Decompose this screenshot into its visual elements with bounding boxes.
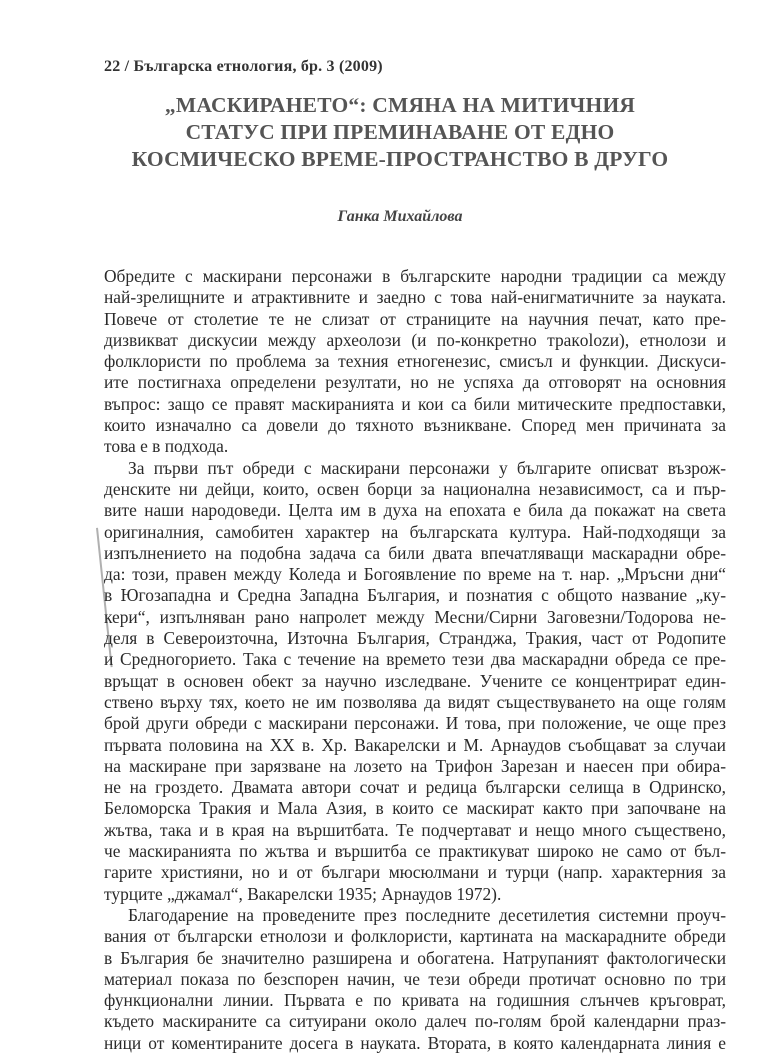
body-line: въпрос: защо се правят маскиранията и кои са били митическите предпоставки, — [104, 393, 726, 414]
body-line: ници от коментираните досега в науката. Втората, в която календарната линия е — [104, 1032, 726, 1053]
body-line: в Югозападна и Средна Западна България, и познатия с общото название „ку- — [104, 585, 726, 606]
body-line: материал показа по безспорен начин, че тези обреди протичат основно по три — [104, 968, 726, 989]
body-line: денските ни дейци, които, освен борци за национална независимост, са и пър- — [104, 478, 726, 499]
body-line: оригиналния, самобитен характер на българската култура. Най-подходящи за — [104, 521, 726, 542]
body-line: дизвикват дискусии между археолози (и по-конкретно тракolozи), етнолози и — [104, 329, 726, 350]
body-line: Обредите с маскирани персонажи в българските народни традиции са между — [104, 266, 726, 286]
body-line: ите постигнаха определени резултати, но не успяха да отговорят на основния — [104, 372, 726, 393]
body-line: турците „джамал“, Вакарелски 1935; Арнаудов 1972). — [104, 883, 502, 904]
body-line: брой други обреди с маскирани персонажи. И това, при положение, че още през — [104, 713, 726, 734]
body-line: вания от български етнолози и фолклористи, картината на маскарадните обреди — [104, 926, 726, 947]
body-line: това е в подхода. — [104, 436, 229, 457]
body-line: Беломорска Тракия и Мала Азия, в които се маскират както при започване на — [104, 798, 726, 819]
body-line: първата половина на XX в. Хр. Вакарелски и М. Арнаудов съобщават за случаи — [104, 734, 726, 755]
title-line: „МАСКИРАНЕТО“: СМЯНА НА МИТИЧНИЯ — [164, 93, 636, 117]
title-line: СТАТУС ПРИ ПРЕМИНАВАНЕ ОТ ЕДНО — [185, 120, 615, 144]
body-line: и Средногорието. Така с течение на времето тези два маскарадни обреда се пре- — [104, 649, 726, 670]
body-line: връщат в основен обект за научно изследване. Учените се концентрират един- — [104, 670, 726, 691]
running-header: 22 / Българска етнология, бр. 3 (2009) — [104, 58, 383, 75]
body-line: където маскираните са ситуирани около далеч по-голям брой календарни праз- — [104, 1011, 726, 1032]
body-line: да: този, правен между Коледа и Богоявление по време на т. нар. „Мръсни дни“ — [104, 564, 726, 585]
body-line: деля в Североизточна, Източна България, Странджа, Тракия, част от Родопите — [104, 628, 726, 649]
body-line: вите наши народоведи. Целта им в духа на епохата е била да покажат на света — [104, 500, 726, 521]
article-body — [104, 266, 726, 1054]
body-line: ствено върху тях, което не им позволява да видят съществуването на още голям — [104, 691, 726, 712]
body-line: Благодарение на проведените през последните десетилетия системни проуч- — [128, 904, 726, 925]
title-line: КОСМИЧЕСКО ВРЕМЕ-ПРОСТРАНСТВО В ДРУГО — [131, 147, 669, 171]
body-line: най-зрелищните и атрактивните и заедно с това най-енигматичните за науката. — [104, 287, 726, 308]
body-line: не на гроздето. Двамата автори сочат и редица български селища в Одринско, — [104, 777, 726, 798]
body-line: За първи път обреди с маскирани персонажи у българите описват възрож- — [128, 457, 726, 478]
body-line: на маскиране при зарязване на лозето на Трифон Зарезан и наесен при обира- — [104, 755, 726, 776]
body-line: фолклористи по проблема за техния етногенезис, смисъл и функции. Дискуси- — [104, 351, 726, 372]
body-line: Повече от столетие те не слизат от страниците на научния печат, като пре- — [104, 308, 726, 329]
author-name: Ганка Михайлова — [337, 208, 463, 225]
article-title — [90, 92, 710, 173]
body-line: жътва, така и в края на вършитбата. Те подчертават и нещо много съществено, — [104, 819, 726, 840]
body-line: че маскиранията по жътва и вършитба се практикуват широко не само от бъл- — [104, 841, 726, 862]
body-line: които изначално са довели до тяхното възникване. Според мен причината за — [104, 415, 726, 436]
body-line: в България бе значително разширена и обогатена. Натрупаният фактологически — [104, 947, 726, 968]
body-line: функционални линии. Първата е по кривата на годишния слънчев кръговрат, — [104, 990, 726, 1011]
body-line: кери“, изпълняван рано напролет между Месни/Сирни Заговезни/Тодорова не- — [104, 606, 726, 627]
body-line: изпълнението на подобна задача са били двата впечатляващи маскарадни обре- — [104, 542, 726, 563]
body-line: гарите християни, но и от българи мюсюлмани и турци (напр. характерния за — [104, 862, 726, 883]
